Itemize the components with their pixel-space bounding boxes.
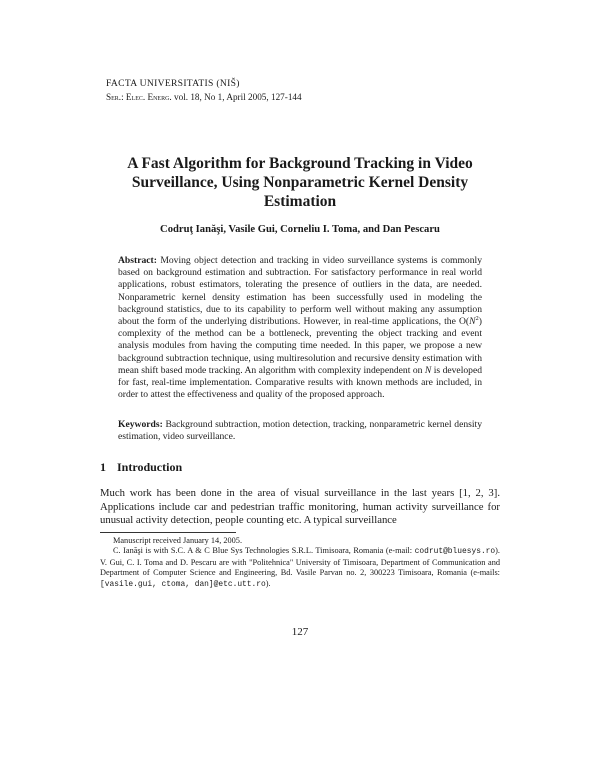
- footnote-affiliations: [100, 546, 500, 590]
- series-details: vol. 18, No 1, April 2005, 127-144: [171, 92, 302, 102]
- keywords-text: Background subtraction, motion detection, tracking, nonparametric kernel density estimation, video surveillance.: [118, 419, 482, 443]
- page-number: 127: [291, 626, 309, 638]
- variable-n: N: [424, 364, 432, 376]
- keywords: [118, 419, 482, 443]
- introduction-paragraph: Much work has been done in the area of visual surveillance in the last years [1, 2, 3]. Applications include car and pedestrian traffic monitoring, human activity surveillance for unusual activity detection, people counting etc. A typical surveillance: [100, 487, 500, 527]
- abstract-label: Abstract:: [118, 255, 157, 266]
- section-number: 1: [100, 460, 106, 474]
- footnote-emails: [vasile.gui, ctoma, dan]@etc.utt.ro: [100, 579, 266, 589]
- section-heading-introduction: [100, 460, 182, 475]
- section-title: Introduction: [117, 460, 183, 474]
- footnote-rule: [100, 532, 236, 533]
- abstract-text-part1: Moving object detection and tracking in video surveillance systems is commonly based on background estimation and subtraction. For satisfactory performance in real world applications, robust estimators, tolerating the presence of outliers in the data, are needed. Nonparametric kernel density estimation has been successfully used in modeling the background statistics, due to its capability to perform well without making any assumption about the form of the underlying distributions. However, in real-time applications, the O(: [118, 255, 482, 328]
- paper-authors: Codruţ Ianăşi, Vasile Gui, Corneliu I. Toma, and Dan Pescaru: [160, 224, 440, 235]
- footnote-affiliation-text: C. Ianăşi is with S.C. A & C Blue Sys Technologies S.R.L. Timisoara, Romania (e-mail:: [113, 546, 415, 556]
- complexity-variable: N: [469, 316, 476, 328]
- footnote-email: codrut@bluesys.ro: [414, 547, 496, 557]
- complexity-exponent: 2: [475, 315, 479, 323]
- abstract-text-part3: is developed for fast, real-time implementation. Comparative results with known methods are included, in order to attest the effectiveness and quality of the proposed approach.: [118, 364, 483, 401]
- series-prefix: Ser.: Elec. Energ.: [106, 92, 172, 102]
- footnote-close: ).: [265, 578, 271, 588]
- journal-series: [106, 92, 302, 102]
- abstract: [118, 255, 482, 401]
- footnote-received: Manuscript received January 14, 2005.: [113, 536, 243, 545]
- footnotes: [100, 536, 500, 590]
- abstract-text-part2: ) complexity of the method can be a bottleneck, preventing the object tracking and event analysis modules from having the computing time needed. In this paper, we propose a new background subtraction technique, using multiresolution and recursive density estimation with mean shift based mode tracking. An algorithm with complexity independent on: [118, 316, 482, 376]
- paper-title: A Fast Algorithm for Background Tracking in Video Surveillance, Using Nonparametric Kernel Density Estimation: [127, 155, 473, 210]
- footnote-affiliation-text-2: ). V. Gui, C. I. Toma and D. Pescaru are with "Politehnica" University of Timisoara, Department of Communication and Department of Computer Science and Engineering, Bd. Vasile Parvan no. 2, 300223 Timisoara, Romania (e-mails:: [100, 546, 500, 578]
- keywords-label: Keywords:: [118, 419, 163, 430]
- journal-name: FACTA UNIVERSITATIS (NIŠ): [106, 78, 240, 89]
